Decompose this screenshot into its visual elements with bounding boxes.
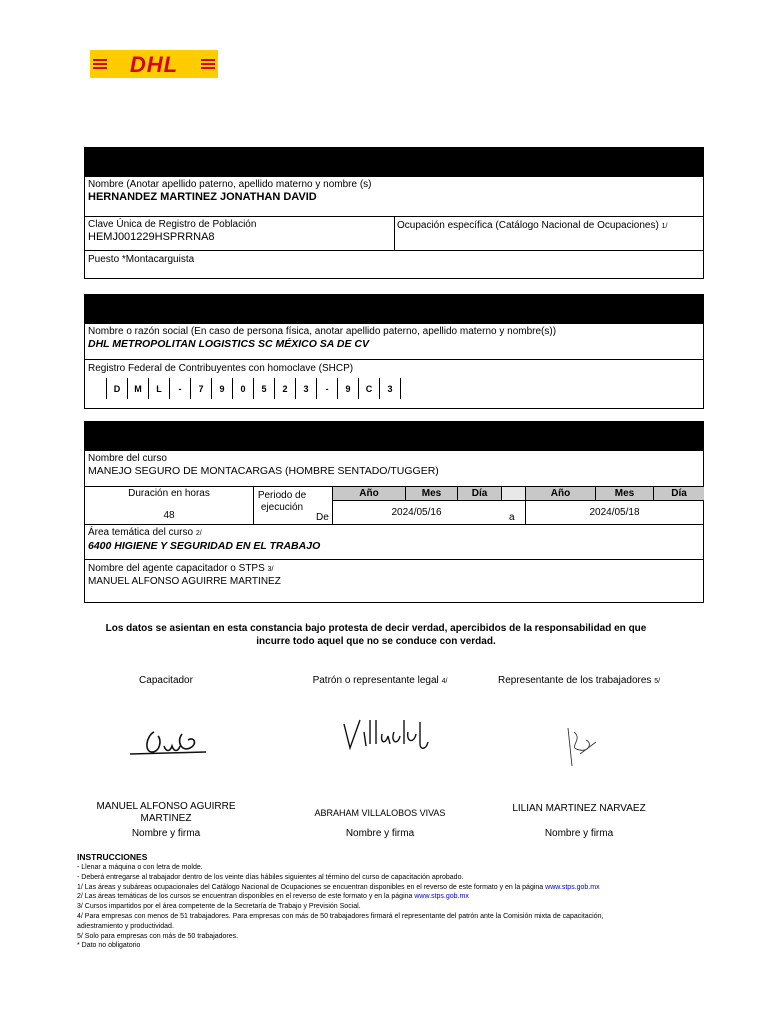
- occupation-cell: [397, 220, 667, 233]
- trainer-caption: Nombre y firma: [131, 828, 201, 839]
- declaration-text: Los datos se asientan en esta constancia bajo protesta de decir verdad, apercibidos de la responsabilidad en que incurre todo aquel que no se conduce con verdad.: [105, 623, 647, 647]
- curp-label: Clave Única de Registro de Población: [88, 219, 257, 230]
- role-employer-note: 4/: [441, 678, 448, 685]
- area-value: 6400 HIGIENE Y SEGURIDAD EN EL TRABAJO: [88, 540, 321, 552]
- rfc-char: -: [317, 378, 338, 399]
- area-label: Área temática del curso: [88, 527, 194, 538]
- start-month-header: Mes: [405, 487, 457, 500]
- agent-note: 3/: [267, 566, 274, 573]
- course-section-header: [85, 422, 703, 450]
- instruction-line: 3/ Cursos impartidos por el área competente de la Secretaría de Trabajo y Previsión Social.: [77, 903, 361, 911]
- company-section: [84, 294, 704, 409]
- agent-label-line: [88, 563, 700, 576]
- course-name: MANEJO SEGURO DE MONTACARGAS (HOMBRE SENTADO/TUGGER): [88, 465, 439, 477]
- course-area-row: [85, 524, 703, 559]
- employer-signature: [336, 712, 436, 757]
- area-label-line: [88, 527, 700, 540]
- duration-value: 48: [163, 510, 175, 521]
- role-workers-note: 5/: [654, 678, 661, 685]
- rfc-char: 5: [254, 378, 275, 399]
- rfc-char: D: [107, 378, 128, 399]
- company-name-row: [85, 323, 703, 359]
- company-name-label: Nombre o razón social (En caso de persona física, anotar apellido paterno, apellido materno y nombre(s)): [88, 326, 557, 337]
- instruction-line: 5/ Solo para empresas con más de 50 trabajadores.: [77, 932, 239, 940]
- course-name-label: Nombre del curso: [88, 453, 167, 464]
- start-year-header: Año: [332, 487, 405, 500]
- rfc-char: L: [149, 378, 170, 399]
- role-employer-label: Patrón o representante legal: [312, 675, 439, 686]
- course-agent-row: [85, 559, 703, 601]
- rfc-char: C: [359, 378, 380, 399]
- rfc-label: Registro Federal de Contribuyentes con homoclave (SHCP): [88, 363, 354, 374]
- role-workers: [490, 675, 668, 688]
- start-day-header: Día: [457, 487, 501, 500]
- end-year-header: Año: [525, 487, 595, 500]
- rfc-char: 0: [233, 378, 254, 399]
- rfc-row: [85, 359, 703, 408]
- start-date: 2024/05/16: [391, 507, 442, 518]
- stps-link[interactable]: www.stps.gob.mx: [545, 883, 600, 891]
- instruction-line: - Llenar a máquina o con letra de molde.: [77, 864, 203, 871]
- area-note: 2/: [195, 530, 202, 537]
- worker-section-header: [85, 148, 703, 176]
- rfc-char: -: [170, 378, 191, 399]
- trainer-name: MANUEL ALFONSO AGUIRRE MARTINEZ: [96, 801, 236, 824]
- stps-link[interactable]: www.stps.gob.mx: [414, 893, 469, 901]
- worker-section: [84, 147, 704, 279]
- worker-position: Puesto *Montacarguista: [88, 254, 195, 265]
- gap-cell: [501, 487, 525, 501]
- role-trainer: Capacitador: [139, 675, 193, 686]
- trainer-signature: [124, 722, 214, 767]
- rfc-char: 9: [212, 378, 233, 399]
- employer-caption: Nombre y firma: [345, 828, 415, 839]
- course-section: [84, 421, 704, 603]
- curp-value: HEMJ001229HSPRRNA8: [88, 231, 215, 243]
- end-date: 2024/05/18: [589, 507, 640, 518]
- duration-label: Duración en horas: [128, 488, 210, 499]
- agent-label: Nombre del agente capacitador o STPS: [88, 563, 265, 574]
- worker-curp-row: [85, 216, 703, 250]
- worker-name: HERNANDEZ MARTINEZ JONATHAN DAVID: [88, 191, 317, 203]
- rfc-char: M: [128, 378, 149, 399]
- instruction-line: * Dato no obligatorio: [77, 942, 141, 950]
- end-day-header: Día: [653, 487, 704, 500]
- role-employer: [298, 675, 462, 688]
- instruction-line: adiestramiento y productividad.: [77, 922, 174, 930]
- workers-signature: [556, 722, 606, 772]
- rfc-char: 3: [296, 378, 317, 399]
- occupation-note: 1/: [661, 223, 668, 230]
- worker-name-label: Nombre (Anotar apellido paterno, apellido materno y nombre (s): [88, 179, 372, 190]
- company-name: DHL METROPOLITAN LOGISTICS SC MÉXICO SA DE CV: [88, 338, 369, 350]
- agent-value: MANUEL ALFONSO AGUIRRE MARTINEZ: [88, 576, 281, 587]
- instruction-line-text: 2/ Las áreas temáticas de los cursos se encuentran disponibles en el reverso de este formato y en la página: [77, 893, 415, 901]
- instruction-line: - Deberá entregarse al trabajador dentro de los veinte días hábiles siguientes al término del curso de capacitación aprobado.: [77, 873, 464, 881]
- rfc-char: 7: [191, 378, 212, 399]
- worker-position-row: [85, 250, 703, 278]
- to-label: a: [509, 512, 515, 523]
- course-period-row: [85, 486, 703, 524]
- employer-name: ABRAHAM VILLALOBOS VIVAS: [314, 808, 446, 818]
- instruction-line: 4/ Para empresas con menos de 51 trabajadores. Para empresas con más de 50 trabajadores firmará el representante del patrón ante la Comisión mixta de capacitación,: [77, 912, 604, 920]
- instruction-line: [77, 892, 677, 902]
- svg-text:DHL: DHL: [129, 52, 179, 77]
- occupation-label: Ocupación específica (Catálogo Nacional de Ocupaciones): [397, 220, 659, 231]
- company-section-header: [85, 295, 703, 323]
- from-label: De: [316, 512, 329, 523]
- rfc-char: 9: [338, 378, 359, 399]
- workers-name: LILIAN MARTINEZ NARVAEZ: [512, 803, 646, 814]
- curp-cell: [85, 217, 395, 250]
- duration-divider: [253, 487, 254, 524]
- rfc-char: 2: [275, 378, 296, 399]
- instruction-line: [77, 883, 677, 893]
- period-label: Periodo de ejecución: [257, 490, 307, 513]
- rfc-boxes: [106, 378, 401, 399]
- end-month-header: Mes: [595, 487, 653, 500]
- instructions: [77, 852, 677, 951]
- course-name-row: [85, 450, 703, 486]
- dhl-logo: [90, 50, 218, 78]
- workers-caption: Nombre y firma: [544, 828, 614, 839]
- instructions-title: INSTRUCCIONES: [77, 852, 148, 862]
- worker-name-row: [85, 176, 703, 216]
- instruction-line-text: 1/ Las áreas y subáreas ocupacionales del Catálogo Nacional de Ocupaciones se encuentran disponibles en el reverso de este formato y en la página: [77, 883, 546, 891]
- role-workers-label: Representante de los trabajadores: [497, 675, 652, 686]
- rfc-char: 3: [380, 378, 401, 399]
